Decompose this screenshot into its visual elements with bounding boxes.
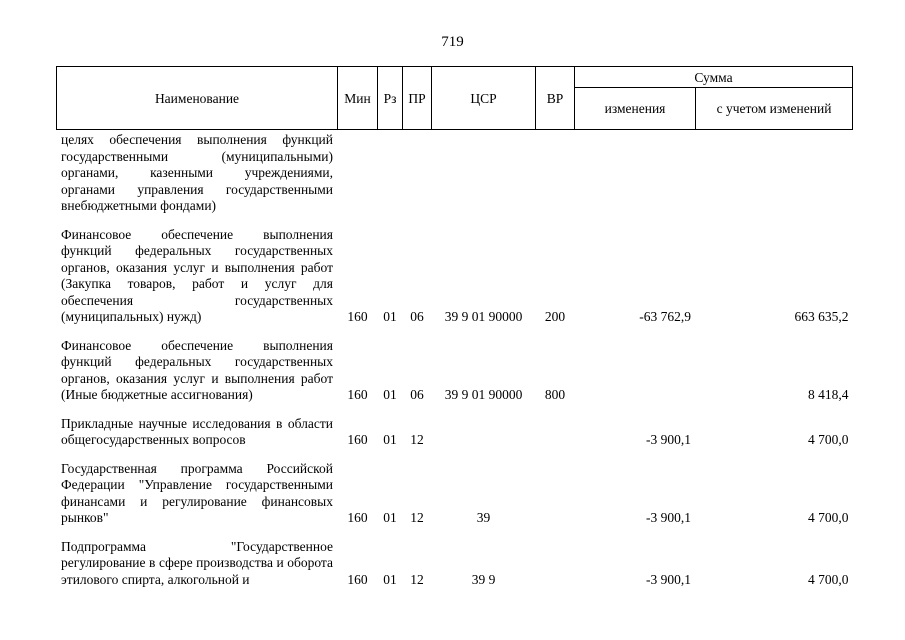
row-name: Прикладные научные исследования в области общегосударственных вопросов <box>61 415 333 447</box>
row-csr: 39 9 <box>471 571 496 587</box>
row-spacer <box>57 326 853 338</box>
row-rz <box>378 130 403 215</box>
row-total: 4 700,0 <box>808 571 849 587</box>
header-min: Мин <box>338 67 378 130</box>
row-min: 160 <box>347 510 368 525</box>
budget-table <box>56 66 853 588</box>
row-min: 160 <box>347 387 368 402</box>
row-csr: 39 9 01 90000 <box>444 387 523 402</box>
row-spacer <box>57 215 853 227</box>
row-total: 4 700,0 <box>808 510 849 525</box>
row-change: -63 762,9 <box>639 309 691 324</box>
row-pr: 12 <box>410 510 424 525</box>
row-vr <box>536 461 575 527</box>
header-rz: Рз <box>378 67 403 130</box>
header-sum: Сумма <box>575 67 853 88</box>
row-pr: 12 <box>410 432 424 447</box>
row-csr <box>432 130 536 215</box>
row-rz: 01 <box>383 432 397 447</box>
page-number: 719 <box>441 34 464 50</box>
row-change <box>575 130 696 215</box>
row-change: -3 900,1 <box>646 571 691 587</box>
row-pr: 12 <box>410 571 424 587</box>
row-csr <box>432 416 536 449</box>
row-rz: 01 <box>383 510 397 525</box>
row-rz: 01 <box>383 309 397 324</box>
row-vr <box>536 539 575 589</box>
header-csr: ЦСР <box>432 67 536 130</box>
row-min <box>338 130 378 215</box>
row-csr: 39 9 01 90000 <box>444 309 523 324</box>
row-rz: 01 <box>383 387 397 402</box>
row-spacer <box>57 449 853 461</box>
row-total <box>696 130 853 215</box>
row-vr: 200 <box>544 309 566 324</box>
row-spacer <box>57 527 853 539</box>
row-change: -3 900,1 <box>646 510 691 525</box>
table-body <box>57 130 853 589</box>
table-row <box>57 338 853 404</box>
row-vr <box>536 416 575 449</box>
row-min: 160 <box>347 309 368 324</box>
table-row <box>57 130 853 215</box>
row-name: Финансовое обеспечение выполнения функций федеральных государственных органов, оказания услуг и выполнения работ (Иные бюджетные ассигнования) <box>61 337 333 402</box>
row-min: 160 <box>347 571 368 587</box>
row-pr: 06 <box>410 387 424 402</box>
header-with-changes: с учетом изменений <box>696 88 853 130</box>
row-pr: 06 <box>410 309 424 324</box>
row-min: 160 <box>347 432 368 447</box>
header-pr: ПР <box>403 67 432 130</box>
table-row <box>57 416 853 449</box>
table-row <box>57 461 853 527</box>
table-row <box>57 539 853 589</box>
row-change: -3 900,1 <box>646 432 691 447</box>
header-name: Наименование <box>57 67 338 130</box>
table-row <box>57 227 853 326</box>
row-csr: 39 <box>476 510 491 525</box>
header-vr: ВР <box>536 67 575 130</box>
header-change: изменения <box>575 88 696 130</box>
row-name: целях обеспечения выполнения функций государственными (муниципальными) органами, казенными учреждениями, органами управления государственными внебюджетными фондами) <box>61 132 333 213</box>
row-total: 8 418,4 <box>808 387 849 402</box>
table-header <box>57 67 853 130</box>
row-spacer <box>57 404 853 416</box>
row-name: Подпрограмма "Государственное регулирование в сфере производства и оборота этилового спирта, алкогольной и <box>61 538 333 587</box>
row-rz: 01 <box>383 571 397 587</box>
row-vr <box>536 130 575 215</box>
row-name: Финансовое обеспечение выполнения функций федеральных государственных органов, оказания услуг и выполнения работ (Закупка товаров, работ и услуг для обеспечения государственных (муниципальных) нужд) <box>61 226 333 324</box>
row-name: Государственная программа Российской Федерации "Управление государственными финансами и регулирование финансовых рынков" <box>61 460 333 525</box>
row-total: 663 635,2 <box>794 309 849 324</box>
row-change <box>575 338 696 404</box>
row-vr: 800 <box>544 387 566 402</box>
row-total: 4 700,0 <box>808 432 849 447</box>
row-pr <box>403 130 432 215</box>
